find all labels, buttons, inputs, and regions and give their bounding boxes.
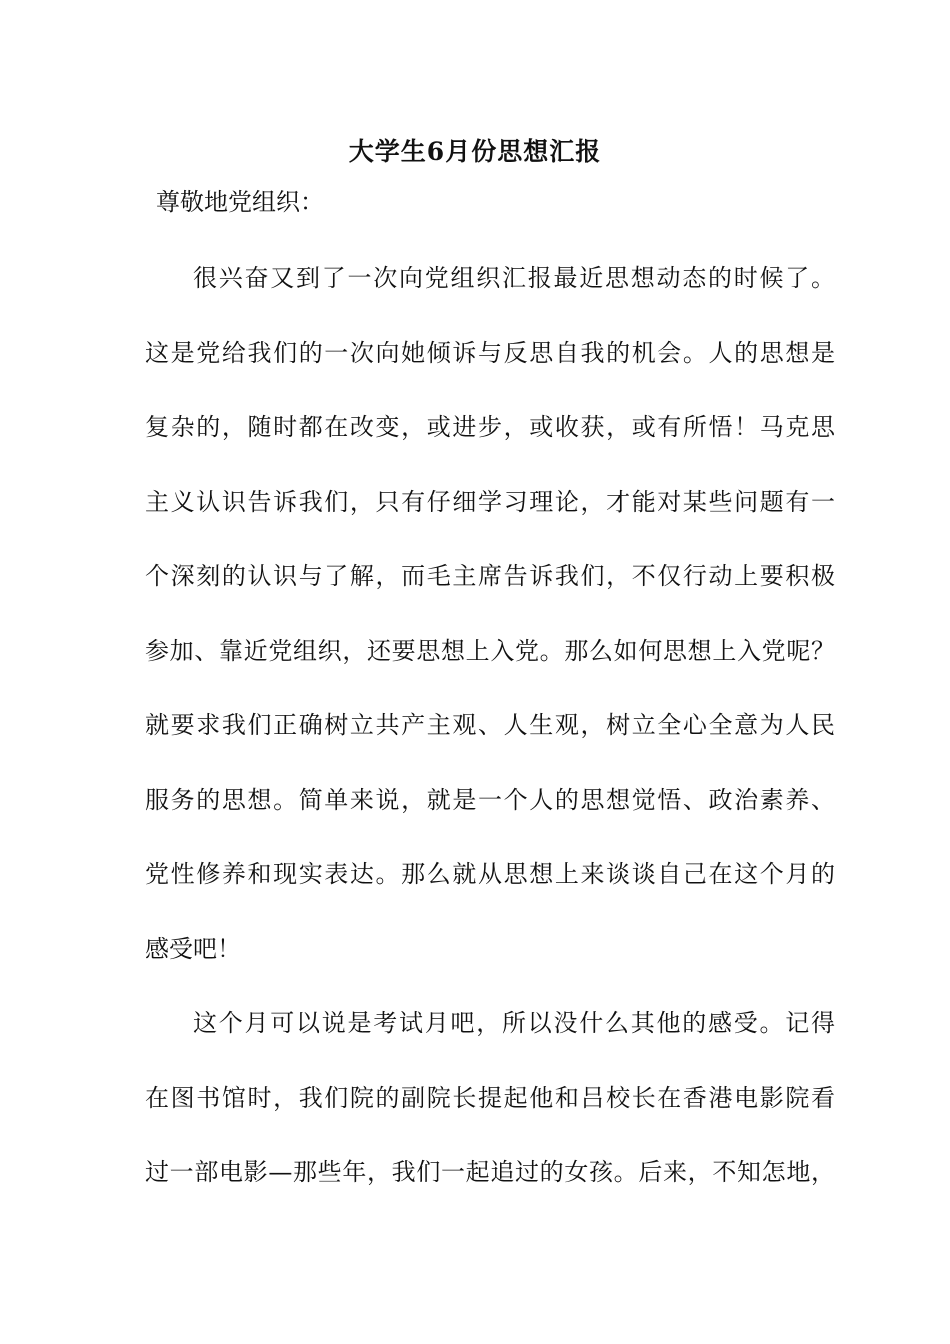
paragraph-2-line-1: 这个月可以说是考试月吧，所以没什么其他的感受。记得: [193, 1009, 835, 1037]
paragraph-1-line-8: 服务的思想。简单来说，就是一个人的思想觉悟、政治素养、: [145, 786, 835, 814]
paragraph-1-line-9: 党性修养和现实表达。那么就从思想上来谈谈自己在这个月的: [145, 860, 835, 888]
paragraph-2-line-3: 过一部电影—那些年，我们一起追过的女孩。后来，不知怎地，: [145, 1158, 835, 1186]
paragraph-1-line-7: 就要求我们正确树立共产主观、人生观，树立全心全意为人民: [145, 711, 835, 739]
greeting: 尊敬地党组织：: [156, 188, 324, 216]
paragraph-1-line-1: 很兴奋又到了一次向党组织汇报最近思想动态的时候了。: [193, 264, 835, 292]
paragraph-1-line-3: 复杂的，随时都在改变，或进步，或收获，或有所悟！马克思: [145, 413, 835, 441]
paragraph-2-line-2: 在图书馆时，我们院的副院长提起他和吕校长在香港电影院看: [145, 1084, 835, 1112]
paragraph-1-line-5: 个深刻的认识与了解，而毛主席告诉我们，不仅行动上要积极: [145, 562, 835, 590]
document-title: 大学生6月份思想汇报: [348, 137, 602, 166]
paragraph-1-line-6: 参加、靠近党组织，还要思想上入党。那么如何思想上入党呢？: [145, 637, 835, 665]
paragraph-1-line-10: 感受吧！: [145, 935, 241, 963]
paragraph-1-line-2: 这是党给我们的一次向她倾诉与反思自我的机会。人的思想是: [145, 339, 835, 367]
paragraph-1-line-4: 主义认识告诉我们，只有仔细学习理论，才能对某些问题有一: [145, 488, 835, 516]
